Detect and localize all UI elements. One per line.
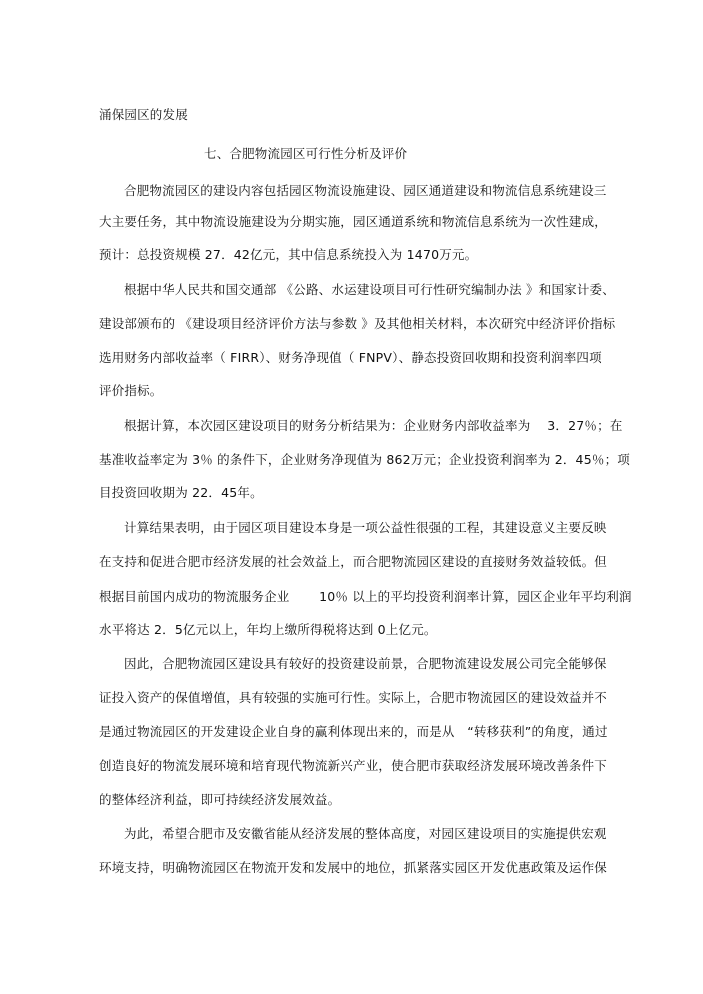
text-line: 环境支持，明确物流园区在物流开发和发展中的地位，抓紧落实园区开发优惠政策及运作保 (99, 860, 608, 875)
text-line: 为此，希望合肥市及安徽省能从经济发展的整体高度，对园区建设项目的实施提供宏观 (124, 826, 607, 841)
text-line: 的整体经济利益，即可持续经济发展效益。 (99, 792, 341, 807)
text-line: 预计：总投资规模 27．42亿元，其中信息系统投入为 1470万元。 (99, 247, 478, 262)
text-line: 合肥物流园区的建设内容包括园区物流设施建设、园区通道建设和物流信息系统建设三 (124, 183, 607, 198)
text-line: 创造良好的物流发展环境和培育现代物流新兴产业，使合肥市获取经济发展环境改善条件下 (99, 758, 608, 773)
text-line: 在支持和促进合肥市经济发展的社会效益上，而合肥物流园区建设的直接财务效益较低。但 (99, 554, 608, 569)
text-line: 目投资回收期为 22．45年。 (99, 485, 263, 500)
text-line: 根据目前国内成功的物流服务企业 10％ 以上的平均投资利润率计算，园区企业年平均利润 (99, 589, 632, 604)
text-line: 大主要任务，其中物流设施建设为分期实施，园区通道系统和物流信息系统为一次性建成， (99, 214, 608, 229)
text-line: 水平将达 2．5亿元以上，年均上缴所得税将达到 0上亿元。 (99, 622, 437, 637)
text-line: 根据中华人民共和国交通部 《公路、水运建设项目可行性研究编制办法 》和国家计委、 (124, 282, 615, 297)
text-line: 证投入资产的保值增值，具有较强的实施可行性。实际上，合肥市物流园区的建设效益并不 (99, 690, 608, 705)
text-line: 根据计算，本次园区建设项目的财务分析结果为：企业财务内部收益率为 3．27％；在 (124, 418, 623, 433)
text-line: 基准收益率定为 3％ 的条件下，企业财务净现值为 862万元；企业投资利润率为 2．45％；项 (99, 452, 630, 467)
text-line: 是通过物流园区的开发建设企业自身的赢利体现出来的，而是从 “转移获利”的角度，通过 (99, 724, 608, 739)
text-line: 计算结果表明，由于园区项目建设本身是一项公益性很强的工程，其建设意义主要反映 (124, 520, 607, 535)
section-heading: 七、合肥物流园区可行性分析及评价 (204, 146, 408, 161)
text-line: 建设部颁布的 《建设项目经济评价方法与参数 》及其他相关材料，本次研究中经济评价指标 (99, 316, 616, 331)
text-line: 选用财务内部收益率（ FIRR）、财务净现值（ FNPV）、静态投资回收期和投资利润率四项 (99, 350, 602, 365)
text-line: 评价指标。 (99, 383, 163, 398)
text-line: 涌保园区的发展 (99, 107, 188, 122)
text-line: 因此，合肥物流园区建设具有较好的投资建设前景，合肥物流建设发展公司完全能够保 (124, 656, 607, 671)
